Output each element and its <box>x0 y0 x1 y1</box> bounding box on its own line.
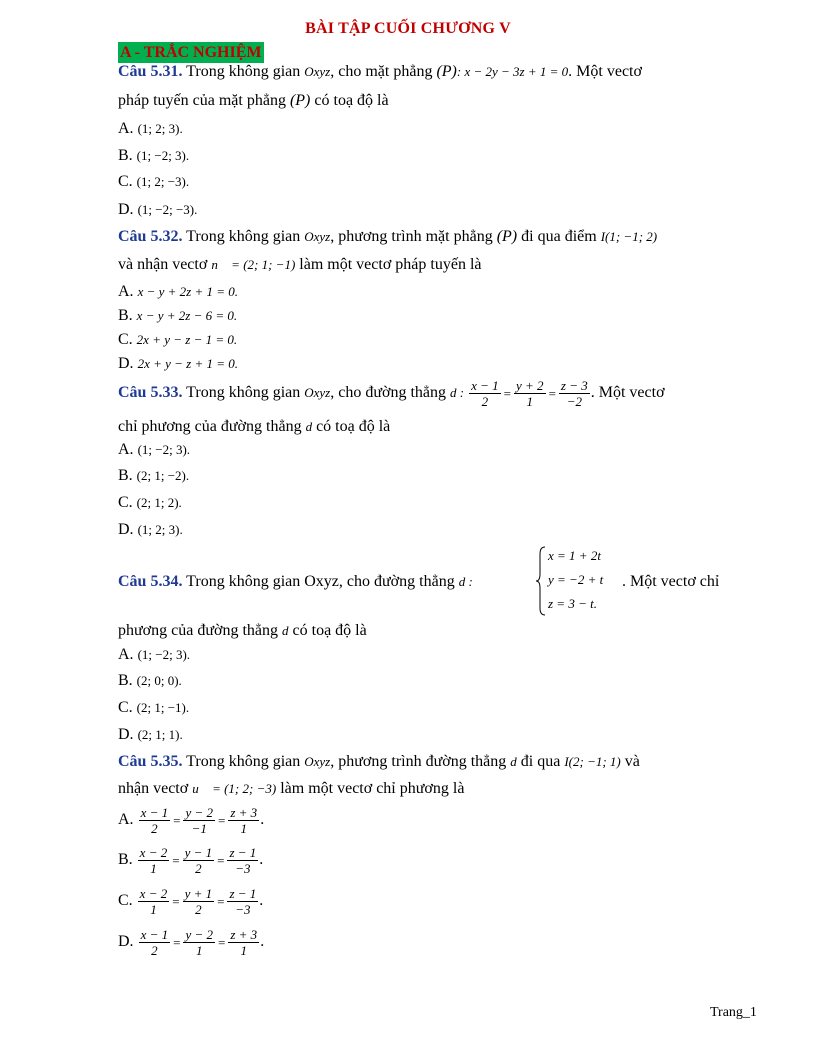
option-a[interactable]: A. (1; 2; 3). <box>118 120 183 137</box>
option-b[interactable]: B. $\frac{x - 2}{1}$ = $\frac{y - 1}{2}$ = $\frac{z - 1}{-3}$ . <box>118 845 264 876</box>
question-label: Câu 5.31. <box>118 63 183 80</box>
question-5-32-line-1: Câu 5.32. Trong không gian Oxyz, phương trình mặt phẳng (P) đi qua điểm I(1; −1; 2) <box>118 228 658 245</box>
option-d[interactable]: D. 2x + y − z + 1 = 0. <box>118 355 239 372</box>
page-title: BÀI TẬP CUỐI CHƯƠNG V <box>305 20 511 37</box>
option-d[interactable]: D. (2; 1; 1). <box>118 726 183 743</box>
question-5-34-line-1: Câu 5.34. Trong không gian Oxyz, cho đường thẳng d : <box>118 573 473 590</box>
fraction: $\frac{y + 2}{1}$ <box>516 378 544 409</box>
question-5-35-line-1: Câu 5.35. Trong không gian Oxyz, phương trình đường thẳng d đi qua I(2; −1; 1) và <box>118 753 640 770</box>
option-c[interactable]: C. (2; 1; 2). <box>118 494 182 511</box>
option-b[interactable]: B. (2; 1; −2). <box>118 467 190 484</box>
option-d[interactable]: D. $\frac{x - 1}{2}$ = $\frac{y - 2}{1}$ = $\frac{z + 3}{1}$ . <box>118 927 265 958</box>
question-5-34-line-2: phương của đường thẳng d có toạ độ là <box>118 622 367 639</box>
option-c[interactable]: C. (2; 1; −1). <box>118 699 190 716</box>
page-number: Trang_1 <box>710 1005 757 1020</box>
question-5-31-line-1: Câu 5.31. Trong không gian Oxyz, cho mặt phẳng (P): x − 2y − 3z + 1 = 0. Một vectơ <box>118 63 642 80</box>
option-b[interactable]: B. (2; 0; 0). <box>118 672 182 689</box>
option-d[interactable]: D. (1; −2; −3). <box>118 201 198 218</box>
option-c[interactable]: C. (1; 2; −3). <box>118 173 190 190</box>
option-a[interactable]: A. $\frac{x - 1}{2}$ = $\frac{y - 2}{-1}$ = $\frac{z + 3}{1}$ . <box>118 805 265 836</box>
left-brace-icon <box>536 546 546 616</box>
section-heading: A - TRẮC NGHIỆM <box>120 44 262 61</box>
option-c[interactable]: C. 2x + y − z − 1 = 0. <box>118 331 238 348</box>
option-c[interactable]: C. $\frac{x - 2}{1}$ = $\frac{y + 1}{2}$ = $\frac{z - 1}{-3}$ . <box>118 886 264 917</box>
question-5-31-line-2: pháp tuyến của mặt phẳng (P) có toạ độ là <box>118 92 389 109</box>
option-a[interactable]: A. (1; −2; 3). <box>118 441 191 458</box>
question-label: Câu 5.32. <box>118 228 183 245</box>
question-5-34-tail: . Một vectơ chỉ <box>622 573 720 590</box>
question-5-33-line-2: chỉ phương của đường thẳng d có toạ độ là <box>118 418 391 435</box>
option-b[interactable]: B. (1; −2; 3). <box>118 147 190 164</box>
question-5-32-line-2: và nhận vectơ n⃗ = (2; 1; −1) làm một vectơ pháp tuyến là <box>118 256 482 273</box>
fraction: $\frac{x - 1}{2}$ <box>471 378 499 409</box>
question-label: Câu 5.34. <box>118 573 183 590</box>
equation-system: x = 1 + 2t y = −2 + t z = 3 − t. <box>536 546 626 618</box>
question-5-35-line-2: nhận vectơ u⃗ = (1; 2; −3) làm một vectơ chỉ phương là <box>118 780 465 797</box>
option-d[interactable]: D. (1; 2; 3). <box>118 521 183 538</box>
fraction: $\frac{z - 3}{-2}$ <box>560 378 588 409</box>
question-5-33-line-1: Câu 5.33. Trong không gian Oxyz, cho đường thẳng d : $\frac{x - 1}{2}$ = $\frac{y + 2}{1}$ = $\frac{z - 3}{-2}$ . Một vectơ <box>118 378 665 409</box>
option-a[interactable]: A. (1; −2; 3). <box>118 646 191 663</box>
option-b[interactable]: B. x − y + 2z − 6 = 0. <box>118 307 238 324</box>
option-a[interactable]: A. x − y + 2z + 1 = 0. <box>118 283 239 300</box>
question-label: Câu 5.33. <box>118 384 183 402</box>
question-label: Câu 5.35. <box>118 753 183 770</box>
